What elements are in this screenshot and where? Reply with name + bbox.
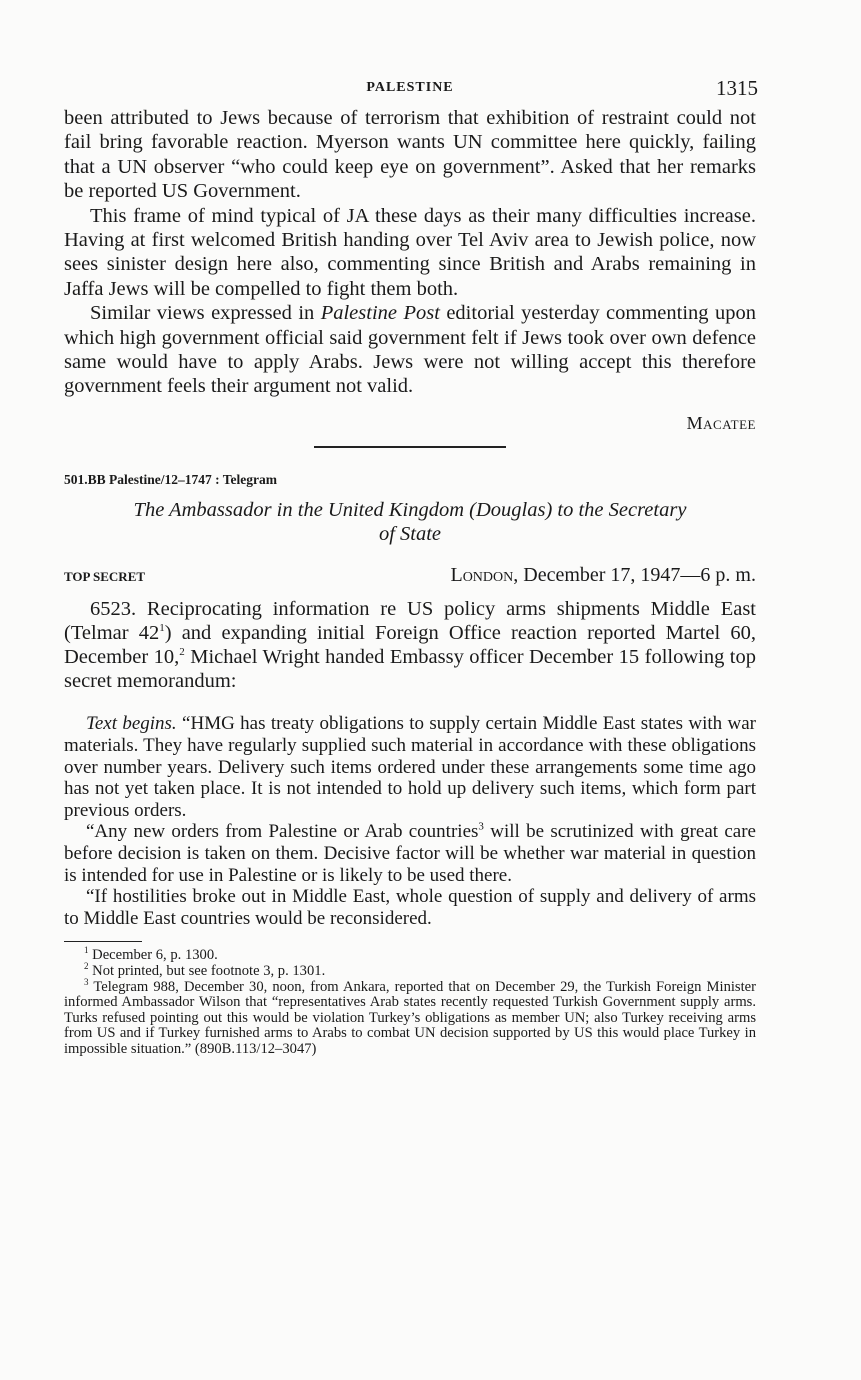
text-run: Similar views expressed in: [90, 302, 321, 325]
memo-lead: Text begins.: [86, 713, 177, 735]
text-run: editorial yesterday commenting upon which high government official said government felt if Jews took over own defence same would have to apply Arabs. Jews were not willing accept this therefore government feels their argument not valid.: [64, 302, 756, 398]
document-page: [64, 76, 756, 1057]
text-run: 6523. Reciprocating information re US policy arms shipments Middle East (Telmar 42: [64, 597, 756, 644]
text-run: “Any new orders from Palestine or Arab countries: [86, 821, 479, 843]
footnote-text: December 6, p. 1300.: [92, 947, 218, 964]
text-run: Michael Wright handed Embassy officer December 15 following top secret memorandum:: [64, 645, 756, 692]
page-number: 1315: [716, 76, 758, 100]
footnote: [64, 976, 757, 1058]
section-divider: [314, 446, 506, 448]
title-line: The Ambassador in the United Kingdom (Douglas) to the Secretary: [133, 498, 687, 521]
document-title: [64, 498, 756, 546]
signature: Macatee: [686, 412, 756, 433]
footnote-ref: 1: [159, 622, 165, 635]
dateline: [450, 564, 756, 587]
paragraph: been attributed to Jews because of terrorism that exhibition of restraint could not fail bring favorable reaction. Myerson wants UN committee here quickly, failing that a UN observer “who could keep eye on government”. Asked that her remarks be reported US Government.: [64, 107, 756, 203]
footnote-divider: [64, 941, 142, 942]
footnote-text: Telegram 988, December 30, noon, from Ankara, reported that on December 29, the Turkish Foreign Minister informed Ambassador Wilson that “representatives Arab states recently requested Turkish Government supply arms. Turks refused pointing out this would be violation Turkey’s obligations as member UN; also Turkey receiving arms from US and if Turkey furnished arms to Arabs to combat UN decision supported by US this would place Turkey in impossible situation.” (890B.113/12–3047): [64, 978, 757, 1057]
memorandum: [64, 713, 756, 929]
footnote-ref: 3: [478, 821, 484, 834]
memo-paragraph: [64, 713, 756, 821]
dateline-city: London: [450, 563, 514, 586]
dateline-row: [64, 564, 756, 587]
running-title: PALESTINE: [366, 80, 454, 95]
text-run: “HMG has treaty obligations to supply certain Middle East states with war materials. They have regularly supplied such material in accordance with these obligations over number years. Delivery such items ordered under these arrangements some time ago has not yet taken place. It is not intended to hold up delivery such items, which form part previous orders.: [64, 713, 756, 821]
footnote: [64, 945, 756, 964]
newspaper-title: Palestine Post: [320, 302, 440, 325]
footnote-mark: 2: [84, 961, 89, 972]
file-reference: 501.BB Palestine/12–1747 : Telegram: [64, 471, 277, 487]
classification-label: TOP SECRET: [64, 568, 146, 584]
message-paragraph: [64, 597, 756, 693]
footnote-ref: 2: [179, 646, 185, 659]
memo-paragraph: “If hostilities broke out in Middle East, whole question of supply and delivery of arms to Middle East countries would be reconsidered.: [64, 886, 756, 929]
footnote-mark: 3: [84, 976, 89, 987]
footnotes: [64, 945, 757, 1057]
paragraph: [64, 301, 756, 399]
continued-telegram: [64, 106, 756, 399]
running-head: [64, 76, 756, 106]
footnote-mark: 1: [84, 945, 89, 956]
title-line: of State: [378, 522, 442, 545]
footnote: [64, 961, 756, 980]
paragraph: This frame of mind typical of JA these days as their many difficulties increase. Having at first welcomed British handing over Tel Aviv area to Jewish police, now sees sinister design here also, commenting since British and Arabs remaining in Jaffa Jews will be compelled to fight them both.: [64, 204, 756, 300]
text-run: ) and expanding initial Foreign Office reaction reported Martel 60, December 10,: [64, 621, 756, 668]
text-run: will be scrutinized with great care before decision is taken on them. Decisive factor will be whether war material in question is intended for use in Palestine or is likely to be used there.: [64, 821, 756, 886]
dateline-date: , December 17, 1947—6 p. m.: [513, 563, 756, 586]
footnote-text: Not printed, but see footnote 3, p. 1301.: [92, 962, 326, 979]
memo-paragraph: [64, 821, 756, 886]
